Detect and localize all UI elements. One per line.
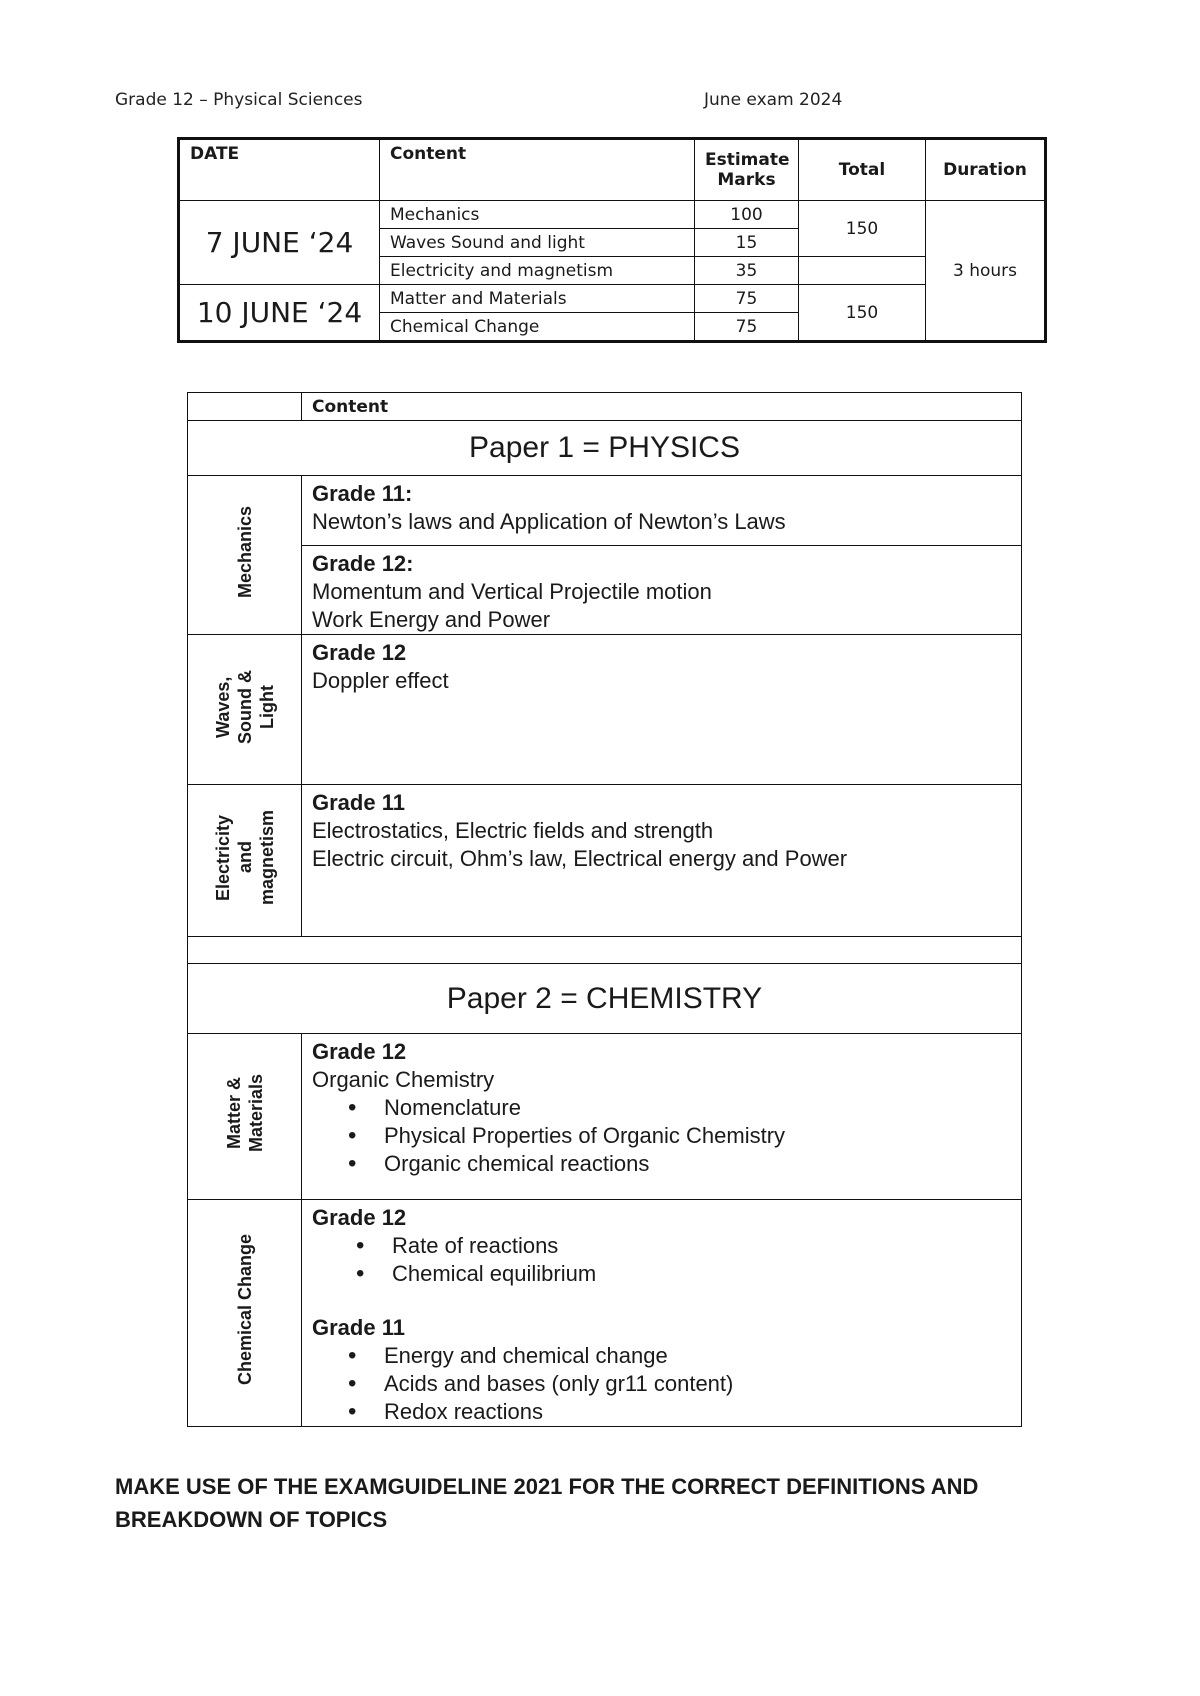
grade-heading: Grade 12: <box>312 551 414 576</box>
topic-list <box>312 1342 1011 1426</box>
schedule-header-row <box>179 139 1046 201</box>
electricity-label-cell <box>188 785 302 937</box>
date-cell: 7 JUNE ‘24 <box>179 201 380 285</box>
grade-heading: Grade 12 <box>312 1205 407 1230</box>
marks-cell: 100 <box>695 201 799 229</box>
marks-cell: 15 <box>695 229 799 257</box>
list-item: • Physical Properties of Organic Chemistry <box>384 1122 1011 1150</box>
topic-list <box>312 1094 1011 1178</box>
paper2-row <box>188 964 1022 1034</box>
waves-label-cell <box>188 635 302 785</box>
footer-note: MAKE USE OF THE EXAMGUIDELINE 2021 FOR THE CORRECT DEFINITIONS AND BREAKDOWN OF TOPICS <box>115 1474 979 1532</box>
list-item: • Acids and bases (only gr11 content) <box>384 1370 1011 1398</box>
list-item: • Redox reactions <box>384 1398 1011 1426</box>
duration-cell: 3 hours <box>926 201 1046 342</box>
col-total: Total <box>799 139 926 201</box>
chemical-row <box>188 1200 1022 1427</box>
list-item: • Rate of reactions <box>392 1232 1011 1260</box>
col-estimate-marks <box>695 139 799 201</box>
matter-label <box>223 1074 267 1152</box>
total-cell-blank <box>799 257 926 285</box>
content-cell: Matter and Materials <box>380 285 695 313</box>
chemical-content-cell <box>302 1200 1022 1427</box>
chemical-label: Chemical Change <box>234 1234 255 1386</box>
blank-header-cell <box>188 393 302 421</box>
marks-cell: 75 <box>695 313 799 342</box>
content-cell: Electricity and magnetism <box>380 257 695 285</box>
marks-cell: 35 <box>695 257 799 285</box>
mechanics-g11-cell <box>302 476 1022 546</box>
col-content: Content <box>380 139 695 201</box>
topic-line: Electric circuit, Ohm’s law, Electrical energy and Power <box>312 846 848 871</box>
electricity-content-cell <box>302 785 1022 937</box>
content-header-row <box>188 393 1022 421</box>
mechanics-label-cell <box>188 476 302 635</box>
label-line: Electricity <box>212 814 233 901</box>
topic-line: Doppler effect <box>312 668 449 693</box>
grade-heading: Grade 12 <box>312 640 407 665</box>
date-cell: 10 JUNE ‘24 <box>179 285 380 342</box>
label-line: Sound & <box>234 669 255 744</box>
label-line: Matter & <box>223 1077 244 1150</box>
grade-heading: Grade 11: <box>312 481 413 506</box>
topic-line: Work Energy and Power <box>312 607 551 632</box>
col-estimate-line1: Estimate <box>705 150 790 170</box>
label-line: Materials <box>245 1074 266 1153</box>
content-table <box>187 392 1022 1427</box>
exam-schedule-table <box>177 137 1047 343</box>
schedule-row <box>179 201 1046 229</box>
chemical-label-cell <box>188 1200 302 1427</box>
grade-heading: Grade 11 <box>312 1315 405 1340</box>
electricity-row <box>188 785 1022 937</box>
paper2-title: Paper 2 = CHEMISTRY <box>188 964 1022 1034</box>
header-subject: Grade 12 – Physical Sciences <box>115 90 363 110</box>
list-item: • Energy and chemical change <box>384 1342 1011 1370</box>
topic-line: Momentum and Vertical Projectile motion <box>312 579 712 604</box>
content-cell: Chemical Change <box>380 313 695 342</box>
col-estimate-line2: Marks <box>717 170 776 190</box>
spacer-cell <box>188 937 1022 964</box>
waves-label <box>212 670 278 744</box>
col-date: DATE <box>179 139 380 201</box>
label-line: and <box>234 841 255 874</box>
total-cell: 150 <box>799 285 926 342</box>
col-duration: Duration <box>926 139 1046 201</box>
topic-line: Electrostatics, Electric fields and strength <box>312 818 714 843</box>
list-item: • Nomenclature <box>384 1094 1011 1122</box>
paper1-title: Paper 1 = PHYSICS <box>188 421 1022 476</box>
list-item: • Organic chemical reactions <box>384 1150 1011 1178</box>
total-cell: 150 <box>799 201 926 257</box>
matter-label-cell <box>188 1034 302 1200</box>
mechanics-row-g12 <box>188 546 1022 635</box>
grade-heading: Grade 12 <box>312 1039 407 1064</box>
label-line: Light <box>256 684 277 729</box>
header-exam: June exam 2024 <box>704 90 843 110</box>
content-cell: Waves Sound and light <box>380 229 695 257</box>
paper1-row <box>188 421 1022 476</box>
label-line: magnetism <box>256 809 277 906</box>
content-header: Content <box>302 393 1022 421</box>
matter-row <box>188 1034 1022 1200</box>
mechanics-g12-cell <box>302 546 1022 635</box>
topic-line: Newton’s laws and Application of Newton’s Laws <box>312 509 786 534</box>
waves-content-cell <box>302 635 1022 785</box>
mechanics-label: Mechanics <box>234 505 255 599</box>
topic-list <box>312 1232 1011 1288</box>
mechanics-row-g11 <box>188 476 1022 546</box>
content-cell: Mechanics <box>380 201 695 229</box>
electricity-label <box>212 810 278 905</box>
marks-cell: 75 <box>695 285 799 313</box>
topic-line: Organic Chemistry <box>312 1067 495 1092</box>
schedule-row <box>179 285 1046 313</box>
spacer-row <box>188 937 1022 964</box>
list-item: • Chemical equilibrium <box>392 1260 1011 1288</box>
waves-row <box>188 635 1022 785</box>
label-line: Waves, <box>212 675 233 738</box>
grade-heading: Grade 11 <box>312 790 405 815</box>
matter-content-cell <box>302 1034 1022 1200</box>
